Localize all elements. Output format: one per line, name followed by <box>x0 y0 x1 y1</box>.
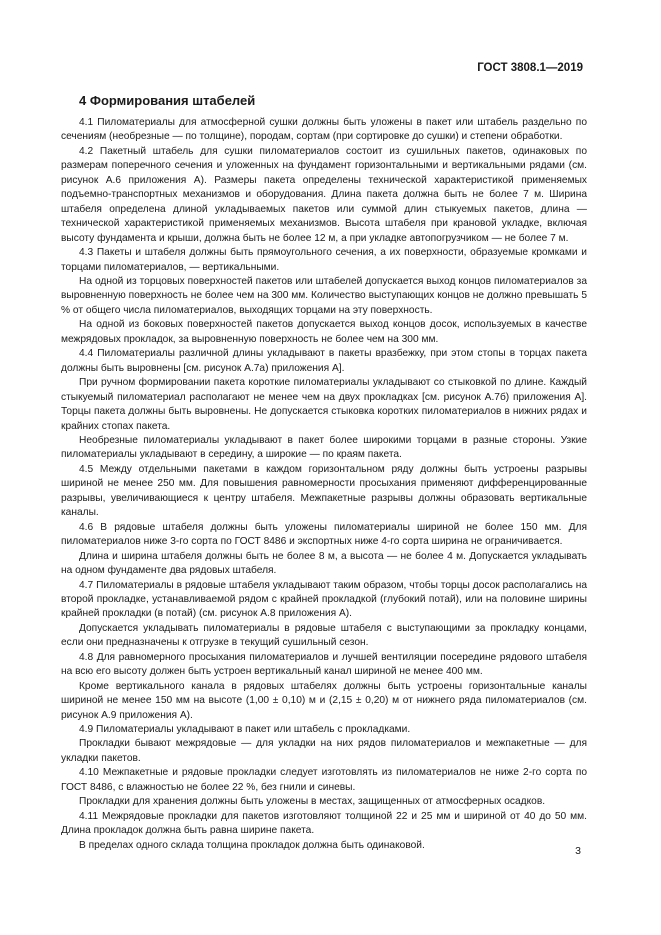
paragraph: Длина и ширина штабеля должны быть не более 8 м, а высота — не более 4 м. Допускается укладывать на одном фундаменте два рядовых штабеля. <box>61 550 587 577</box>
page-number: 3 <box>575 845 581 857</box>
paragraph: Прокладки для хранения должны быть уложены в местах, защищенных от атмосферных осадков. <box>79 796 546 808</box>
paragraph: Кроме вертикального канала в рядовых штабелях должны быть устроены горизонтальные каналы шириной не менее 150 мм на высоте (1,00 ± 0,10) м и (2,15 ± 0,20) м от нижнего ряда пиломатериалов (см. рисунок А.9 приложения А). <box>61 680 587 721</box>
paragraph: 4.5 Между отдельными пакетами в каждом горизонтальном ряду должны быть устроены разрывы шириной не менее 250 мм. Для повышения равномерности просыхания применяют дифференцированные разрывы, увеличивающиеся к центру штабеля. Межпакетные разрывы должны образовать вертикальные каналы. <box>61 463 587 519</box>
paragraph: 4.4 Пиломатериалы различной длины укладывают в пакеты вразбежку, при этом стопы в торцах пакета должны быть выровнены [см. рисунок А.7а) приложения А]. <box>61 348 587 374</box>
paragraph: Необрезные пиломатериалы укладывают в пакет более широкими торцами в разные стороны. Узкие пиломатериалы укладывают в середину, а широкие — по краям пакета. <box>61 434 587 461</box>
paragraph: 4.11 Межрядовые прокладки для пакетов изготовляют толщиной 22 и 25 мм и шириной от 40 до 50 мм. Длина прокладок должна быть равна ширине пакета. <box>61 810 587 837</box>
paragraph: 4.10 Межпакетные и рядовые прокладки следует изготовлять из пиломатериалов не ниже 2-го сорта по ГОСТ 8486, с влажностью не более 22 %, без гнили и синевы. <box>61 767 587 793</box>
paragraph: Прокладки бывают межрядовые — для укладки на них рядов пиломатериалов и межпакетные — для укладки пакетов. <box>61 738 587 764</box>
paragraph: Допускается укладывать пиломатериалы в рядовые штабеля с выступающими за прокладку концами, если они предназначены к отгрузке в текущий сушильный сезон. <box>61 622 587 649</box>
paragraph: 4.2 Пакетный штабель для сушки пиломатериалов состоит из сушильных пакетов, одинаковых по размерам поперечного сечения и уложенных на фундамент горизонтальными и вертикальными рядами (см. рисунок А.6 приложения А). Размеры пакета определены технической характеристикой применяемых подъемно-транспортных механизмов и оборудования. Длина пакета должна быть не более 7 м. Ширина штабеля определена длиной укладываемых пакетов или суммой длин стыкуемых пакетов, длина — технической характеристикой применяемых механизмов. Высота штабеля при крановой укладке, включая высоту фундамента и крыши, должна быть не более 12 м, а при укладке автопогрузчиком — не более 7 м. <box>61 145 587 244</box>
paragraph: При ручном формировании пакета короткие пиломатериалы укладывают со стыковкой по длине. Каждый стыкуемый пиломатериал располагают не менее чем на двух прокладках [см. рисунок А.7б) приложения А]. Торцы пакета должны быть выровнены. Не допускается стыковка коротких пиломатериалов в нижних рядах и крайних стопах пакета. <box>61 377 587 432</box>
paragraph: 4.1 Пиломатериалы для атмосферной сушки должны быть уложены в пакет или штабель раздельно по сечениям (необрезные — по толщине), породам, сортам (при сортировке до сушки) и степени обработки. <box>61 117 587 143</box>
paragraph: На одной из боковых поверхностей пакетов допускается выход концов досок, используемых в качестве межрядовых прокладок, за выровненную поверхность не более чем на 300 мм. <box>61 319 587 345</box>
standard-header: ГОСТ 3808.1—2019 <box>477 62 583 74</box>
section-title: 4 Формирования штабелей <box>79 93 256 108</box>
paragraph: 4.6 В рядовые штабеля должны быть уложены пиломатериалы шириной не более 150 мм. Для пиломатериалов ниже 3-го сорта по ГОСТ 8486 и экспортных ниже 4-го сорта ширина не ограничивается. <box>61 521 587 548</box>
body-text <box>61 116 587 853</box>
paragraph: На одной из торцовых поверхностей пакетов или штабелей допускается выход концов пиломатериалов за выровненную поверхность не более чем на 300 мм. Количество выступающих концов не должно превышать 5 % от общего числа пиломатериалов, выходящих торцами на эту поверхность. <box>61 275 587 316</box>
paragraph: 4.8 Для равномерного просыхания пиломатериалов и лучшей вентиляции посередине рядового штабеля на всю его высоту должен быть устроен вертикальный канал шириной не менее 400 мм. <box>61 651 587 678</box>
paragraph: 4.7 Пиломатериалы в рядовые штабеля укладывают таким образом, чтобы торцы досок располагались на второй прокладке, устанавливаемой рядом с крайней прокладкой (глубокий потай), или на половине ширины крайней прокладки (в потай) (см. рисунок А.8 приложения А). <box>61 579 587 620</box>
paragraph: 4.9 Пиломатериалы укладывают в пакет или штабель с прокладками. <box>79 724 411 736</box>
paragraph: 4.3 Пакеты и штабеля должны быть прямоугольного сечения, а их поверхности, образуемые кромками и торцами пиломатериалов, — вертикальными. <box>61 247 587 273</box>
paragraph: В пределах одного склада толщина прокладок должна быть одинаковой. <box>79 839 425 851</box>
